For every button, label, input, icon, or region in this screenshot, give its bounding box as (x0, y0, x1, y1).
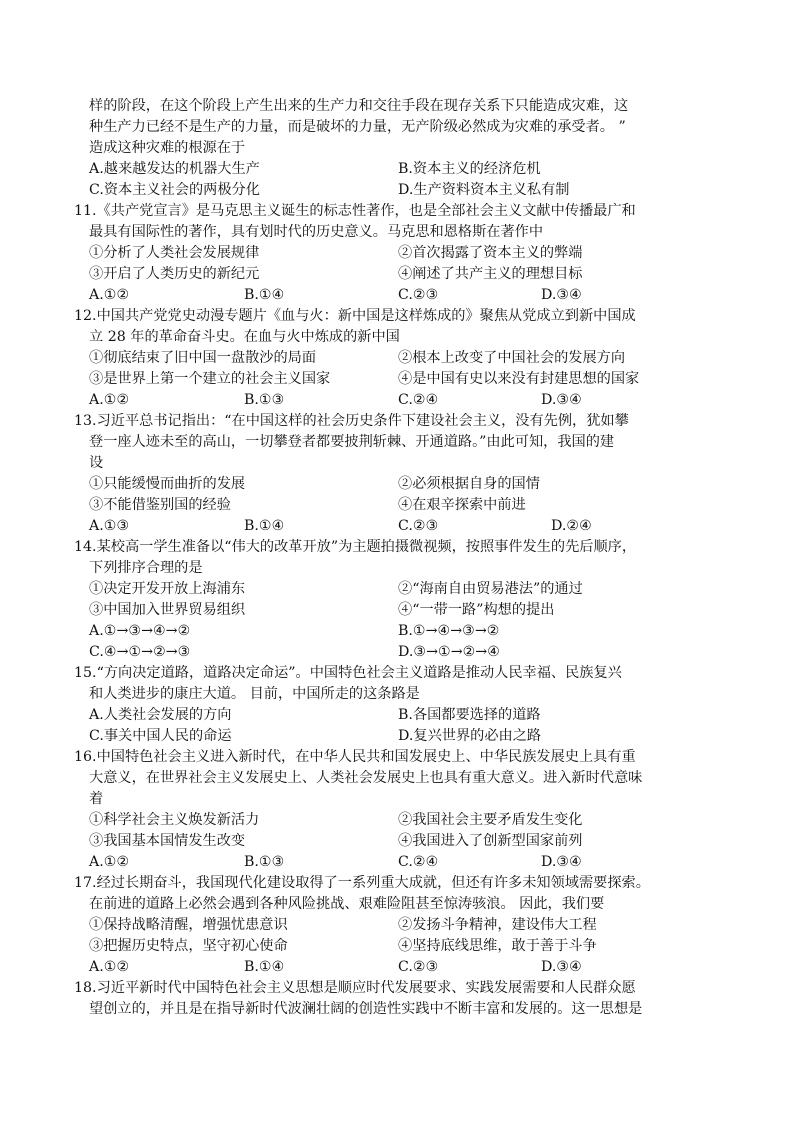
q12-item-1: ①彻底结束了旧中国一盘散沙的局面 (89, 350, 317, 366)
q14-text-line-2: 下列排序合理的是 (89, 560, 203, 576)
q10-option-b: B.资本主义的经济危机 (398, 161, 541, 177)
q12-option-c: C.②④ (398, 392, 439, 408)
q17-option-d: D.③④ (541, 959, 582, 975)
q11-option-a: A.①② (89, 287, 130, 303)
q10-option-a: A.越来越发达的机器大生产 (89, 161, 260, 177)
q14-option-a: A.①→③→④→② (89, 623, 191, 639)
q13-item-4: ④在艰辛探索中前进 (398, 497, 526, 513)
q12-option-a: A.①② (89, 392, 130, 408)
q14-item-3: ③中国加入世界贸易组织 (89, 602, 246, 618)
q12-item-4: ④是中国有史以来没有封建思想的国家 (398, 371, 640, 387)
q16-text-line-1: 16.中国特色社会主义进入新时代，在中华人民共和国发展史上、中华民族发展史上具有重 (74, 749, 636, 765)
q13-item-2: ②必须根据自身的国情 (398, 476, 540, 492)
q14-option-d: D.③→①→②→④ (398, 644, 500, 660)
q11-item-4: ④阐述了共产主义的理想目标 (398, 266, 583, 282)
q18-text-line-1: 18.习近平新时代中国特色社会主义思想是顺应时代发展要求、实践发展需要和人民群众愿 (74, 980, 636, 996)
q13-text-line-1: 13.习近平总书记指出：“在中国这样的社会历史条件下建设社会主义，没有先例，犹如攀 (74, 413, 629, 429)
q11-item-1: ①分析了人类社会发展规律 (89, 245, 260, 261)
q11-option-d: D.③④ (541, 287, 582, 303)
q17-option-b: B.①④ (244, 959, 285, 975)
q15-text-line-2: 和人类进步的康庄大道。 目前，中国所走的这条路是 (89, 686, 420, 702)
q10-text-line-3: 造成这种灾难的根源在于 (89, 140, 246, 156)
q12-item-2: ②根本上改变了中国社会的发展方向 (398, 350, 626, 366)
q13-item-1: ①只能缓慢而曲折的发展 (89, 476, 246, 492)
q11-item-3: ③开启了人类历史的新纪元 (89, 266, 260, 282)
q11-text-line-2: 最具有国际性的著作，具有划时代的历史意义。马克思和恩格斯在著作中 (89, 224, 544, 240)
q15-option-b: B.各国都要选择的道路 (398, 707, 541, 723)
q17-item-1: ①保持战略清醒，增强忧患意识 (89, 917, 288, 933)
q16-text-line-2: 大意义，在世界社会主义发展史上、人类社会发展史上也具有重大意义。进入新时代意味 (89, 770, 643, 786)
q10-text-line-2: 种生产力已经不是生产的力量，而是破坏的力量，无产阶级必然成为灾难的承受者。 ” (89, 119, 626, 135)
q15-text-line-1: 15.“方向决定道路，道路决定命运”。中国特色社会主义道路是推动人民幸福、民族复兴 (74, 665, 622, 681)
q14-item-1: ①决定开发开放上海浦东 (89, 581, 246, 597)
q16-item-1: ①科学社会主义焕发新活力 (89, 812, 260, 828)
q17-text-line-2: 在前进的道路上必然会遇到各种风险挑战、艰难险阻甚至惊涛骇浪。 因此，我们要 (89, 896, 605, 912)
q13-item-3: ③不能借鉴别国的经验 (89, 497, 231, 513)
q16-text-line-3: 着 (89, 791, 104, 807)
q14-option-c: C.④→①→②→③ (89, 644, 191, 660)
q15-option-d: D.复兴世界的必由之路 (398, 728, 542, 744)
q10-text-line-1: 样的阶段，在这个阶段上产生出来的生产力和交往手段在现存关系下只能造成灾难，这 (89, 98, 629, 114)
q16-item-3: ③我国基本国情发生改变 (89, 833, 246, 849)
q16-item-4: ④我国进入了创新型国家前列 (398, 833, 583, 849)
q16-option-c: C.②④ (398, 854, 439, 870)
q18-text-line-2: 望创立的，并且是在指导新时代波澜壮阔的创造性实践中不断丰富和发展的。这一思想是 (89, 1001, 643, 1017)
q17-item-4: ④坚持底线思维，敢于善于斗争 (398, 938, 597, 954)
q12-text-line-2: 立 28 年的革命奋斗史。在血与火中炼成的新中国 (89, 329, 400, 345)
q12-option-b: B.①③ (244, 392, 285, 408)
q17-text-line-1: 17.经过长期奋斗，我国现代化建设取得了一系列重大成就，但还有许多未知领域需要探索。 (74, 875, 650, 891)
q11-option-b: B.①④ (244, 287, 285, 303)
q16-option-d: D.③④ (541, 854, 582, 870)
q13-option-a: A.①③ (89, 518, 130, 534)
q11-text-line-1: 11.《共产党宣言》是马克思主义诞生的标志性著作，也是全部社会主义文献中传播最广和 (74, 203, 636, 219)
q13-option-b: B.①④ (244, 518, 285, 534)
q16-option-b: B.①③ (244, 854, 285, 870)
q14-text-line-1: 14.某校高一学生准备以“伟大的改革开放”为主题拍摄微视频，按照事件发生的先后顺序， (74, 539, 637, 555)
q16-option-a: A.①② (89, 854, 130, 870)
q12-text-line-1: 12.中国共产党党史动漫专题片《血与火：新中国是这样炼成的》聚焦从党成立到新中国成 (74, 308, 636, 324)
q16-item-2: ②我国社会主要矛盾发生变化 (398, 812, 583, 828)
q11-option-c: C.②③ (398, 287, 439, 303)
q11-item-2: ②首次揭露了资本主义的弊端 (398, 245, 583, 261)
q12-item-3: ③是世界上第一个建立的社会主义国家 (89, 371, 331, 387)
q14-item-2: ②“海南自由贸易港法”的通过 (398, 581, 583, 597)
q13-text-line-2: 登一座人迹未至的高山，一切攀登者都要披荆斩棘、开通道路。”由此可知，我国的建 (89, 434, 615, 450)
q17-option-c: C.②③ (398, 959, 439, 975)
q13-text-line-3: 设 (89, 455, 104, 471)
q14-option-b: B.①→④→③→② (398, 623, 500, 639)
q12-option-d: D.③④ (541, 392, 582, 408)
q13-option-d: D.②④ (551, 518, 592, 534)
q17-item-3: ③把握历史特点，坚守初心使命 (89, 938, 288, 954)
q10-option-d: D.生产资料资本主义私有制 (398, 182, 570, 198)
q17-option-a: A.①② (89, 959, 130, 975)
q13-option-c: C.②③ (398, 518, 439, 534)
q14-item-4: ④“一带一路”构想的提出 (398, 602, 555, 618)
q17-item-2: ②发扬斗争精神，建设伟大工程 (398, 917, 597, 933)
q15-option-c: C.事关中国人民的命运 (89, 728, 232, 744)
q10-option-c: C.资本主义社会的两极分化 (89, 182, 260, 198)
q15-option-a: A.人类社会发展的方向 (89, 707, 232, 723)
